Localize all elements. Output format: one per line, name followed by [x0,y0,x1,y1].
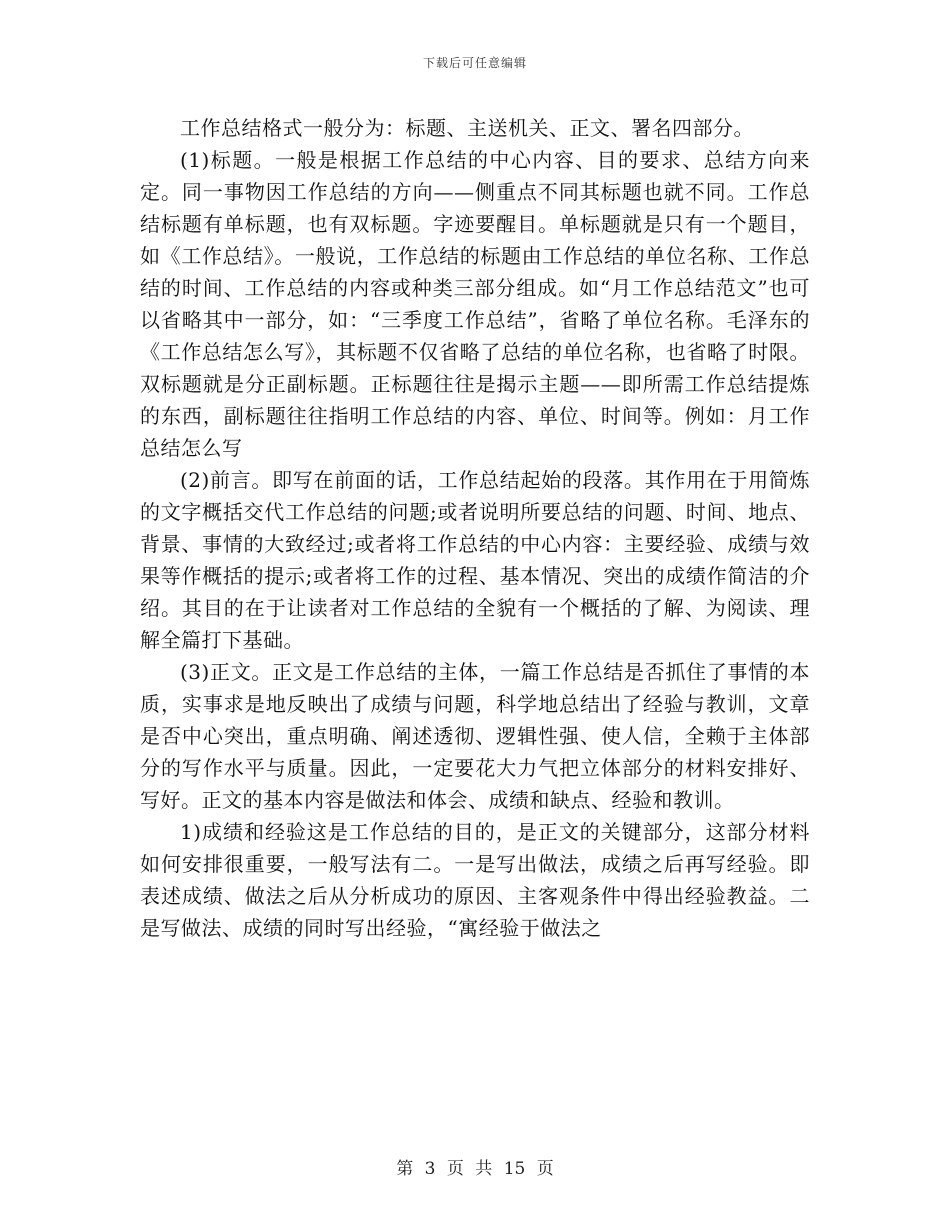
paragraph-title-section: (1)标题。一般是根据工作总结的中心内容、目的要求、总结方向来定。同一事物因工作总结的方向——侧重点不同其标题也就不同。工作总结标题有单标题，也有双标题。字迹要醒目。单标题就是只有一个题目，如《工作总结》。一般说，工作总结的标题由工作总结的单位名称、工作总结的时间、工作总结的内容或种类三部分组成。如“月工作总结范文”也可以省略其中一部分，如：“三季度工作总结”，省略了单位名称。毛泽东的《工作总结怎么写》，其标题不仅省略了总结的单位名称，也省略了时限。双标题就是分正副标题。正标题往往是揭示主题——即所需工作总结提炼的东西，副标题往往指明工作总结的内容、单位、时间等。例如：月工作总结怎么写 [140,148,810,460]
paragraph-preface-section: (2)前言。即写在前面的话，工作总结起始的段落。其作用在于用简炼的文字概括交代工作总结的问题;或者说明所要总结的问题、时间、地点、背景、事情的大致经过;或者将工作总结的中心内容：主要经验、成绩与效果等作概括的提示;或者将工作的过程、基本情况、突出的成绩作简洁的介绍。其目的在于让读者对工作总结的全貌有一个概括的了解、为阅读、理解全篇打下基础。 [140,468,810,652]
page-number: 第 3 页 共 15 页 [396,1159,554,1179]
paragraph-main-text-section: (3)正文。正文是工作总结的主体，一篇工作总结是否抓住了事情的本质，实事求是地反映出了成绩与问题，科学地总结出了经验与教训，文章是否中心突出，重点明确、阐述透彻、逻辑性强、使人信，全赖于主体部分的写作水平与质量。因此，一定要花大力气把立体部分的材料安排好、写好。正文的基本内容是做法和体会、成绩和缺点、经验和教训。 [140,660,810,812]
paragraph-achievements-section: 1)成绩和经验这是工作总结的目的，是正文的关键部分，这部分材料如何安排很重要，一般写法有二。一是写出做法，成绩之后再写经验。即表述成绩、做法之后从分析成功的原因、主客观条件中得出经验教益。二是写做法、成绩的同时写出经验，“寓经验于做法之 [140,820,810,940]
paragraph-intro: 工作总结格式一般分为：标题、主送机关、正文、署名四部分。 [180,116,754,140]
page-header: 下载后可任意编辑 [422,56,527,70]
document-body [140,112,810,944]
